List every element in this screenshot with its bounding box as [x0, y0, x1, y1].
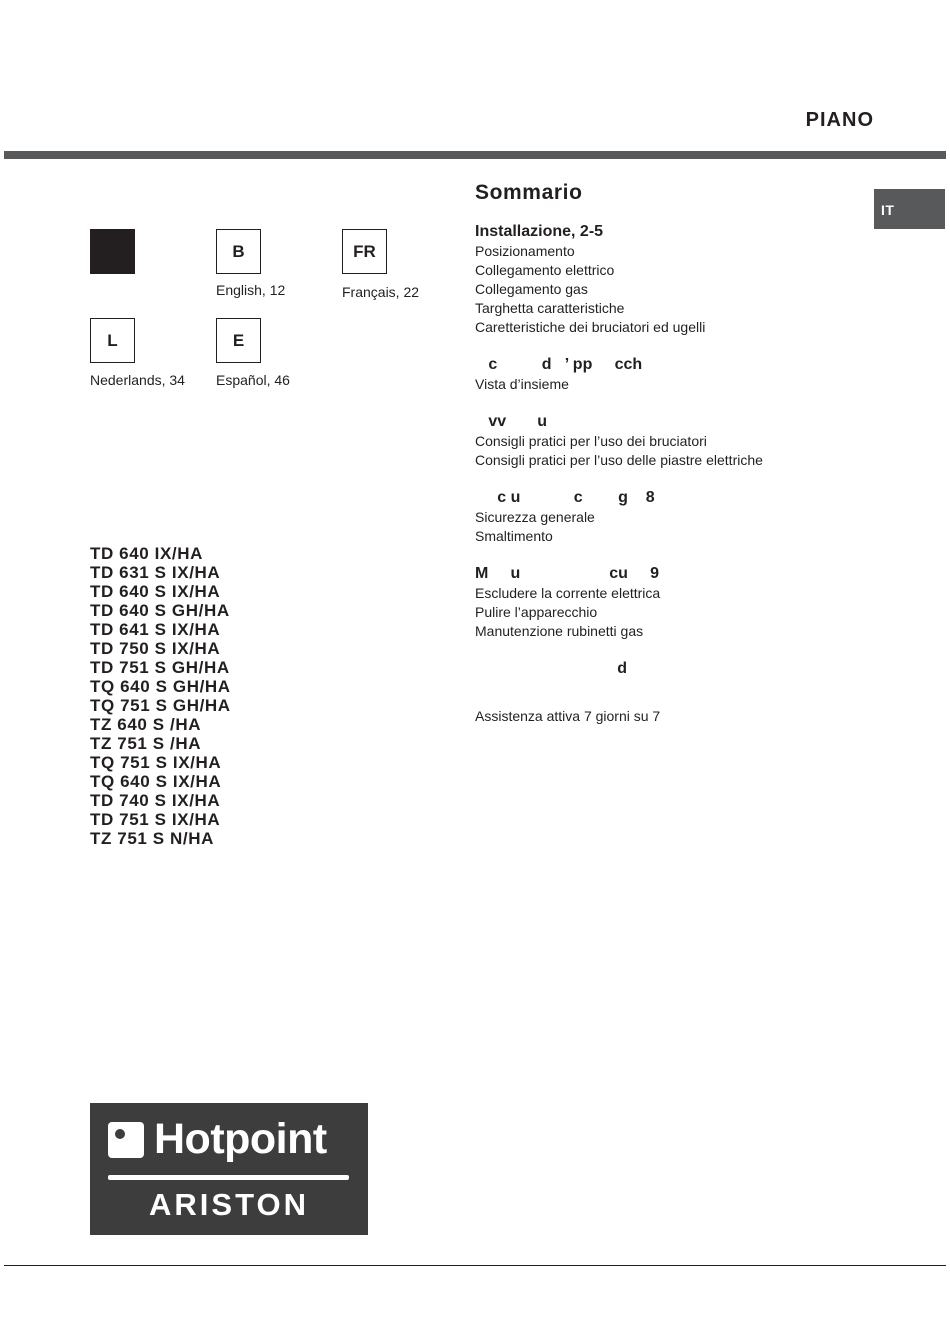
logo-divider [108, 1175, 349, 1180]
language-box-nl: L [90, 318, 135, 363]
model-list [90, 544, 231, 848]
toc-section-heading: Installazione, 2-5 [475, 223, 604, 240]
language-box-fr: FR [342, 229, 387, 274]
logo-mark-icon [108, 1122, 144, 1158]
bottom-rule [4, 1265, 946, 1266]
model-item: TQ 640 S IX/HA [90, 772, 222, 791]
toc-item: Vista d’insieme [475, 376, 569, 392]
language-box-it [90, 229, 135, 274]
model-item: TQ 751 S GH/HA [90, 696, 231, 715]
model-item: TD 751 S GH/HA [90, 658, 230, 677]
model-item: TD 640 S GH/HA [90, 601, 230, 620]
toc-item: Consigli pratici per l’uso dei bruciatori [475, 433, 707, 449]
toc-item: Posizionamento [475, 243, 575, 259]
language-tab: IT [874, 189, 945, 229]
model-item: TQ 751 S IX/HA [90, 753, 222, 772]
toc-section-heading: c d ’ pp cch [475, 356, 643, 373]
toc-item: Smaltimento [475, 528, 553, 544]
model-item: TZ 751 S /HA [90, 734, 202, 753]
language-caption-en: English, 12 [216, 282, 286, 298]
toc-title: Sommario [475, 181, 583, 204]
model-item: TD 740 S IX/HA [90, 791, 221, 810]
toc-item: Collegamento gas [475, 281, 588, 297]
model-item: TD 641 S IX/HA [90, 620, 221, 639]
table-of-contents [475, 178, 865, 726]
model-item: TD 751 S IX/HA [90, 810, 221, 829]
hotpoint-ariston-logo [90, 1103, 368, 1235]
toc-section-heading: d [475, 660, 628, 677]
toc-item: Assistenza attiva 7 giorni su 7 [475, 708, 661, 724]
toc-section-heading: vv u [475, 413, 548, 430]
toc-item: Caretteristiche dei bruciatori ed ugelli [475, 319, 706, 335]
language-caption-nl: Nederlands, 34 [90, 372, 185, 388]
logo-wordmark: Hotpoint [154, 1115, 327, 1163]
model-item: TZ 640 S /HA [90, 715, 202, 734]
language-box-en: B [216, 229, 261, 274]
toc-item: Sicurezza generale [475, 509, 595, 525]
logo-subwordmark: ARISTON [149, 1187, 309, 1222]
language-caption-es: Español, 46 [216, 372, 290, 388]
language-box-es: E [216, 318, 261, 363]
language-caption-fr: Français, 22 [342, 284, 420, 300]
model-item: TD 640 S IX/HA [90, 582, 221, 601]
model-item: TZ 751 S N/HA [90, 829, 214, 848]
toc-section-heading: c u c g 8 [475, 489, 655, 506]
toc-item: Collegamento elettrico [475, 262, 615, 278]
model-item: TD 631 S IX/HA [90, 563, 221, 582]
model-item: TQ 640 S GH/HA [90, 677, 231, 696]
model-item: TD 750 S IX/HA [90, 639, 221, 658]
toc-item: Manutenzione rubinetti gas [475, 623, 644, 639]
toc-item: Consigli pratici per l’uso delle piastre elettriche [475, 452, 763, 468]
top-rule [4, 151, 946, 159]
page-title: PIANO [805, 109, 874, 131]
toc-item: Targhetta caratteristiche [475, 300, 625, 316]
model-item: TD 640 IX/HA [90, 544, 204, 563]
toc-item: Pulire l’apparecchio [475, 604, 598, 620]
toc-section-heading: M u cu 9 [475, 565, 660, 582]
toc-item: Escludere la corrente elettrica [475, 585, 661, 601]
